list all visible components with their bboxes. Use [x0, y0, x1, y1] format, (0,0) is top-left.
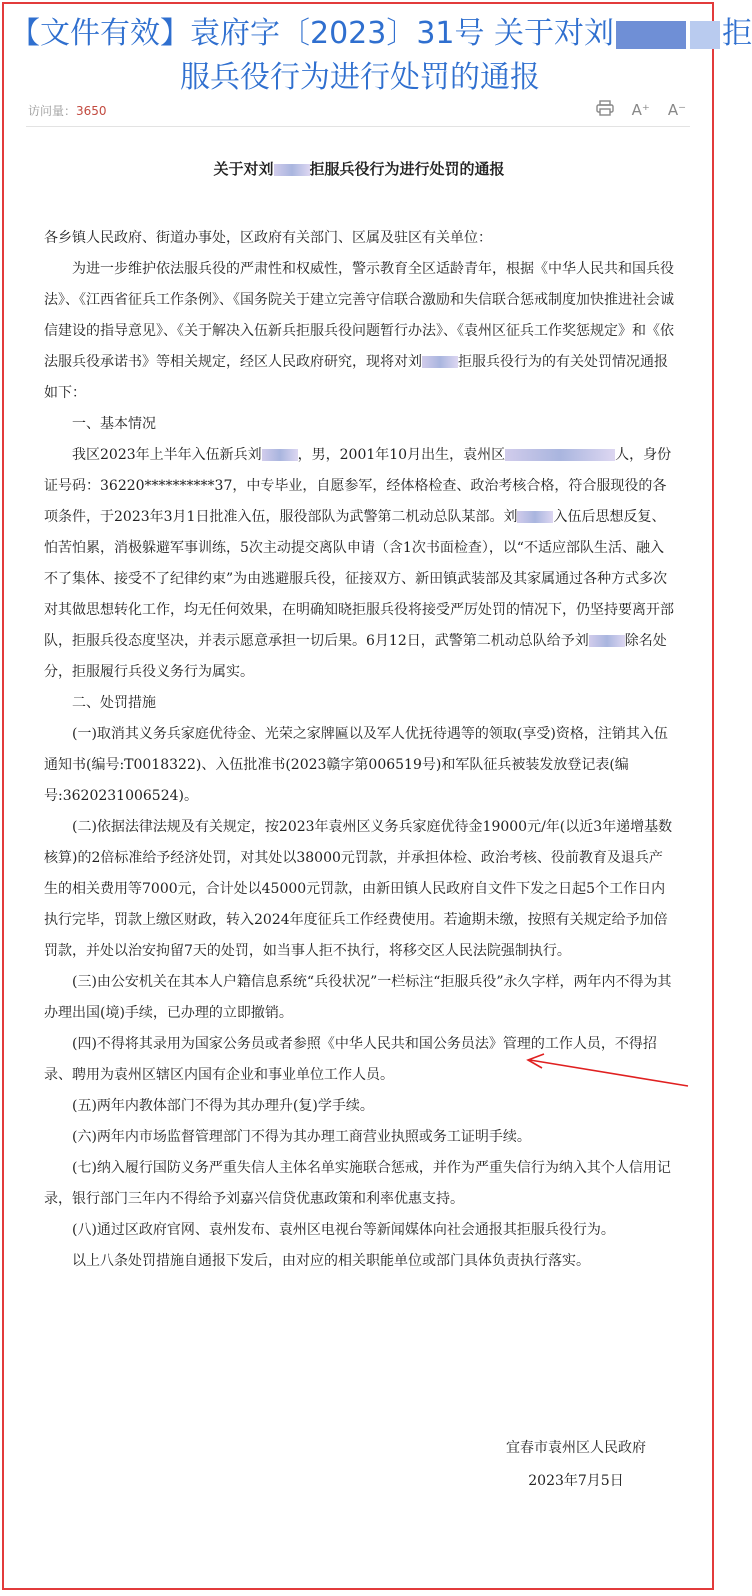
section-heading-1: 一、基本情况 — [72, 416, 156, 432]
title-line1-suffix: 拒 — [722, 16, 752, 51]
closing-paragraph: 以上八条处罚措施自通报下发后，由对应的相关职能单位或部门具体负责执行落实。 — [72, 1253, 590, 1269]
visits-count: 3650 — [76, 104, 107, 118]
measure-5: (五)两年内教体部门不得为其办理升(复)学手续。 — [72, 1098, 374, 1114]
basic-c: 人，身份证号码：36220**********37，中专毕业，自愿参军，经体格检查、政治考核合格，符合服现役的各项条件，于2023年3月1日批准入伍，服役部队为武警第二机动总队某部。刘 — [44, 447, 672, 525]
measure-4: (四)不得将其录用为国家公务员或者参照《中华人民共和国公务员法》管理的工作人员，不得招录、聘用为袁州区辖区内国有企业和事业单位工作人员。 — [44, 1036, 657, 1083]
redaction-blur — [422, 356, 458, 368]
salutation: 各乡镇人民政府、街道办事处，区政府有关部门、区属及驻区有关单位： — [44, 230, 492, 246]
basic-a: 我区2023年上半年入伍新兵刘 — [72, 447, 262, 463]
document-body — [44, 158, 674, 1277]
divider — [26, 126, 690, 127]
basic-d: 入伍后思想反复、怕苦怕累，消极躲避军事训练，5次主动提交离队申请（含1次书面检查），以“不适应部队生活、融入不了集体、接受不了纪律约束”为由逃避服兵役，征接双方、新田镇武装部及其家属通过各种方式多次对其做思想转化工作，均无任何效果，在明确知晓拒服兵役将接受严厉处罚的情况下，仍坚持要离开部队，拒服兵役态度坚决，并表示愿意承担一切后果。6月12日，武警第二机动总队给予刘 — [44, 509, 674, 649]
redaction-blur — [517, 511, 553, 523]
measure-8: (八)通过区政府官网、袁州发布、袁州区电视台等新闻媒体向社会通报其拒服兵役行为。 — [72, 1222, 615, 1238]
measure-3: (三)由公安机关在其本人户籍信息系统“兵役状况”一栏标注“拒服兵役”永久字样，两年内不得为其办理出国(境)手续，已办理的立即撤销。 — [44, 974, 672, 1021]
measure-6: (六)两年内市场监督管理部门不得为其办理工商营业执照或务工证明手续。 — [72, 1129, 531, 1145]
intro-a: 为进一步维护依法服兵役的严肃性和权威性，警示教育全区适龄青年，根据《中华人民共和国兵役法》、《江西省征兵工作条例》、《国务院关于建立完善守信联合激励和失信联合惩戒制度加快推进社会诚信建设的指导意见》、《关于解决入伍新兵拒服兵役问题暂行办法》、《袁州区征兵工作奖惩规定》和《依法服兵役承诺书》等相关规定，经区人民政府研究，现将对刘 — [44, 261, 674, 370]
sign-org: 宜春市袁州区人民政府 — [506, 1440, 646, 1456]
redaction-blur — [505, 449, 615, 461]
font-decrease-icon[interactable]: A⁻ — [667, 101, 686, 119]
intro-b: 拒服兵役行为的有关处罚情况通报如下： — [44, 354, 668, 401]
redaction-block — [616, 21, 686, 49]
sign-date: 2023年7月5日 — [528, 1473, 624, 1489]
basic-info-paragraph — [44, 440, 674, 688]
document-title — [44, 158, 674, 179]
measure-1: (一)取消其义务兵家庭优待金、光荣之家牌匾以及军人优抚待遇等的领取(享受)资格，注销其入伍通知书(编号:T0018322)、入伍批准书(2023赣字第006519号)和军队征兵被装发放登记表(编号:3620231006524)。 — [44, 726, 668, 804]
annotation-arrow — [522, 1050, 692, 1090]
doc-title-suffix: 拒服兵役行为进行处罚的通报 — [309, 160, 505, 178]
redaction-blur — [262, 449, 298, 461]
title-line1-prefix: 【文件有效】袁府字〔2023〕31号 关于对刘 — [10, 16, 615, 51]
redaction-blur — [274, 164, 310, 176]
basic-b: ，男，2001年10月出生，袁州区 — [297, 447, 506, 463]
font-increase-icon[interactable]: A⁺ — [631, 101, 650, 119]
redaction-blur — [589, 635, 625, 647]
page-title — [10, 12, 752, 100]
measure-2: (二)依据法律法规及有关规定，按2023年袁州区义务兵家庭优待金19000元/年(以近3年递增基数核算)的2倍标准给予经济处罚，对其处以38000元罚款，并承担体检、政治考核、役前教育及退兵产生的相关费用等7000元，合计处以45000元罚款，由新田镇人民政府自文件下发之日起5个工作日内执行完毕，罚款上缴区财政，转入2024年度征兵工作经费使用。若逾期未缴，按照有关规定给予加倍罚款，并处以治安拘留7天的处罚，如当事人拒不执行，将移交区人民法院强制执行。 — [44, 819, 673, 959]
print-icon[interactable] — [596, 100, 614, 120]
toolbar — [596, 100, 686, 120]
doc-title-prefix: 关于对刘 — [213, 160, 274, 178]
basic-e: 除名处分，拒服履行兵役义务行为属实。 — [44, 633, 667, 680]
section-heading-2: 二、处罚措施 — [72, 695, 156, 711]
intro-paragraph — [44, 254, 674, 409]
visit-counter — [28, 102, 107, 119]
signature-block — [506, 1432, 646, 1498]
visits-label: 访问量： — [28, 104, 77, 118]
title-line2: 服兵役行为进行处罚的通报 — [180, 60, 540, 95]
measure-7: (七)纳入履行国防义务严重失信人主体名单实施联合惩戒，并作为严重失信行为纳入其个人信用记录，银行部门三年内不得给予刘嘉兴信贷优惠政策和利率优惠支持。 — [44, 1160, 671, 1207]
redaction-block-light — [690, 21, 720, 49]
